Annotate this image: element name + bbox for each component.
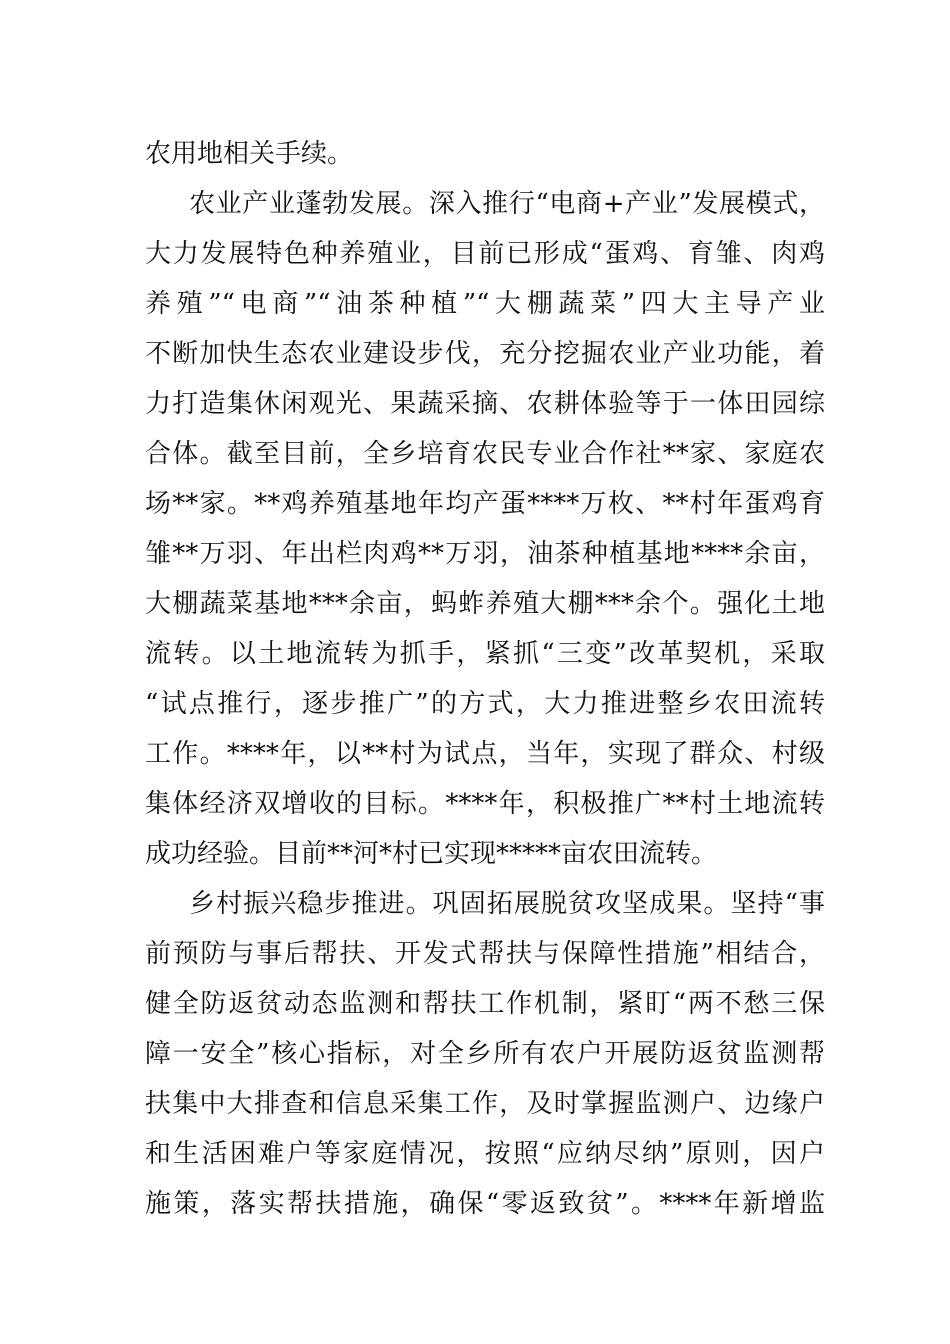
text-line: 前预防与事后帮扶、开发式帮扶与保障性措施”相结合， xyxy=(145,939,825,969)
paragraph-first-line: 乡村振兴稳步推进。巩固拓展脱贫攻坚成果。坚持“事 xyxy=(189,889,825,919)
text-line: 流转。以土地流转为抓手，紧抓“三变”改革契机，采取 xyxy=(145,639,825,669)
text-line: 不断加快生态农业建设步伐，充分挖掘农业产业功能，着 xyxy=(145,339,825,369)
text-line: 场**家。**鸡养殖基地年均产蛋****万枚、**村年蛋鸡育 xyxy=(145,489,825,519)
text-line: 扶集中大排查和信息采集工作，及时掌握监测户、边缘户 xyxy=(145,1089,825,1119)
text-line: 农用地相关手续。 xyxy=(145,139,354,169)
paragraph-first-line: 农业产业蓬勃发展。深入推行“电商+产业”发展模式， xyxy=(189,189,825,219)
text-line: “试点推行，逐步推广”的方式，大力推进整乡农田流转 xyxy=(145,689,825,719)
text-line: 合体。截至目前，全乡培育农民专业合作社**家、家庭农 xyxy=(145,439,825,469)
text-line: 障一安全”核心指标，对全乡所有农户开展防返贫监测帮 xyxy=(145,1039,825,1069)
text-line: 工作。****年，以**村为试点，当年，实现了群众、村级 xyxy=(145,739,825,769)
text-line: 成功经验。目前**河*村已实现*****亩农田流转。 xyxy=(145,839,718,869)
text-line: 大棚蔬菜基地***余亩，蚂蚱养殖大棚***余个。强化土地 xyxy=(145,589,825,619)
text-line: 养殖”“电商”“油茶种植”“大棚蔬菜”四大主导产业 xyxy=(145,289,825,319)
body-text xyxy=(145,129,825,1229)
text-line: 施策，落实帮扶措施，确保“零返致贫”。****年新增监 xyxy=(145,1189,825,1219)
text-line: 大力发展特色种养殖业，目前已形成“蛋鸡、育雏、肉鸡 xyxy=(145,239,825,269)
text-line: 和生活困难户等家庭情况，按照“应纳尽纳”原则，因户 xyxy=(145,1139,825,1169)
text-line: 健全防返贫动态监测和帮扶工作机制，紧盯“两不愁三保 xyxy=(145,989,825,1019)
text-line: 集体经济双增收的目标。****年，积极推广**村土地流转 xyxy=(145,789,825,819)
text-line: 雏**万羽、年出栏肉鸡**万羽，油茶种植基地****余亩， xyxy=(145,539,825,569)
text-line: 力打造集休闲观光、果蔬采摘、农耕体验等于一体田园综 xyxy=(145,389,825,419)
